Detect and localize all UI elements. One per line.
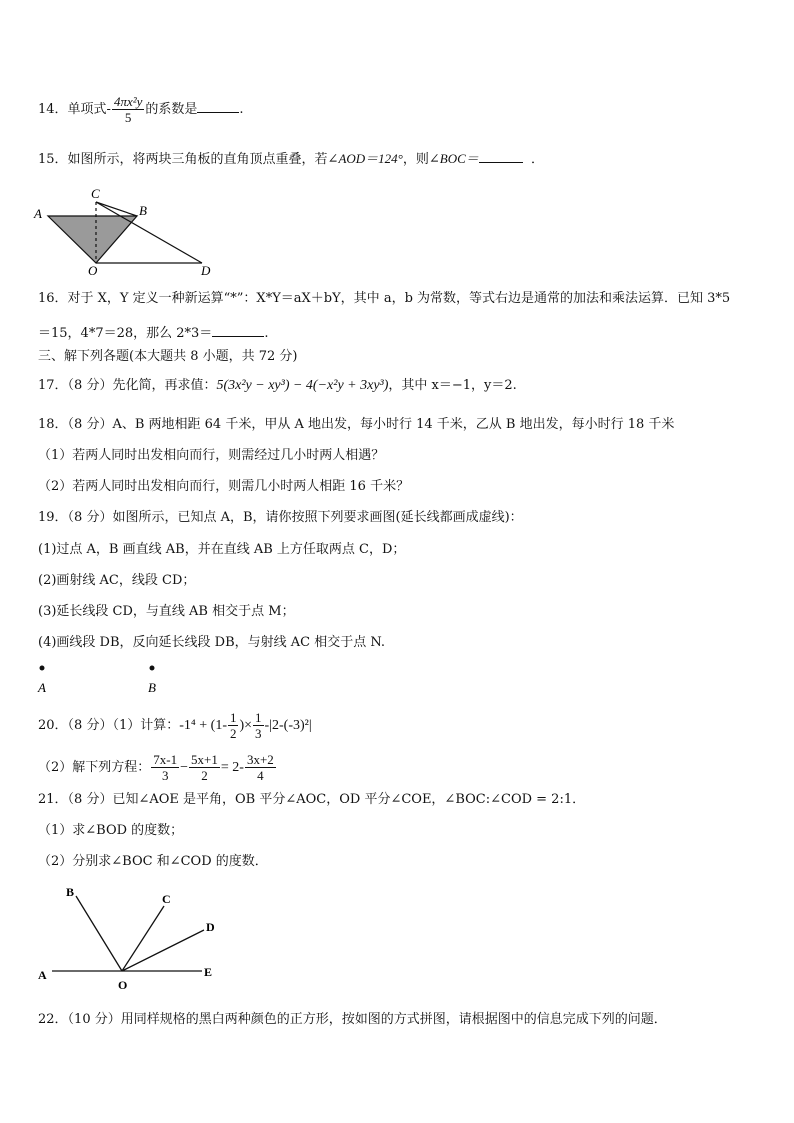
q16-answer-blank[interactable] (212, 324, 264, 337)
question-19-step4: (4)画线段 DB，反向延长线段 DB，与射线 AC 相交于点 N. (38, 635, 386, 650)
question-16-line2 (38, 324, 268, 343)
q19-point-b (150, 666, 155, 671)
q20-p2-frac3-den: 4 (257, 768, 264, 783)
question-19-step1: (1)过点 A，B 画直线 AB，并在直线 AB 上方任取两点 C，D； (38, 542, 406, 557)
q20-p1-frac2-num: 1 (255, 710, 262, 725)
q20-p1-b: )× (239, 718, 253, 733)
question-21-part2: （2）分别求∠BOC 和∠COD 的度数． (38, 854, 268, 869)
q19-label-b: B (148, 680, 156, 695)
q20-p2-eq: = 2- (220, 760, 244, 775)
q16-line2-text: ＝15，4*7＝28，那么 2*3＝ (38, 326, 213, 341)
q21-ray-oc (122, 906, 164, 971)
q15-mid: ，则 (402, 152, 429, 167)
question-16-line1: 16．对于 X，Y 定义一种新运算“*”：X*Y＝aX＋bY，其中 a，b 为常数，等式右边是通常的加法和乘法运算．已知 3*5 (38, 291, 731, 306)
question-19-step3: (3)延长线段 CD，与直线 AB 相交于点 M； (38, 604, 295, 619)
question-20-part1 (38, 710, 312, 741)
q15-label-a: A (34, 206, 42, 221)
question-14 (38, 94, 244, 125)
q14-prefix: 14．单项式- (38, 102, 111, 117)
q20-p2-frac3 (245, 752, 276, 783)
q19-label-a: A (38, 680, 46, 695)
q15-figure (30, 185, 230, 277)
q21-label-c: C (162, 892, 171, 906)
q17-prefix: 17．（8 分）先化简，再求值： (38, 378, 217, 393)
q19-point-a (40, 666, 45, 671)
q17-condition: ，其中 x＝−1，y＝2. (388, 378, 517, 393)
question-18-stem: 18．（8 分）A、B 两地相距 64 千米，甲从 A 地出发，每小时行 14 千米，乙从 B 地出发，每小时行 18 千米 (38, 417, 675, 432)
q20-p2-frac1-num: 7x-1 (153, 752, 178, 767)
q20-p2-frac2-num: 5x+1 (191, 752, 218, 767)
question-17 (38, 377, 517, 395)
q20-p1-a: -1⁴ + (1- (179, 718, 227, 733)
question-21-part1: （1）求∠BOD 的度数； (38, 823, 184, 838)
section-3-heading: 三、解下列各题(本大题共 8 小题，共 72 分) (38, 349, 298, 364)
question-22-stem: 22．（10 分）用同样规格的黑白两种颜色的正方形，按如图的方式拼图，请根据图中的信息完成下列的问题． (38, 1012, 667, 1027)
q20-p1-frac1 (228, 710, 239, 741)
q15-label-d: D (201, 263, 211, 277)
q14-answer-blank[interactable] (197, 100, 239, 113)
q14-numerator: 4πx²y (113, 94, 143, 109)
q20-p1-frac2 (253, 710, 264, 741)
q21-label-d: D (206, 920, 215, 934)
q15-answer-blank[interactable] (479, 150, 523, 163)
q15-shaded-triangle (48, 216, 137, 263)
q21-label-e: E (204, 965, 213, 979)
q20-p2-prefix: （2）解下列方程： (38, 760, 151, 775)
q15-label-b: B (139, 203, 147, 218)
q21-label-o: O (118, 978, 128, 992)
q20-p2-frac2-den: 2 (201, 768, 208, 783)
q14-fraction (112, 94, 144, 125)
q20-p2-frac2 (189, 752, 220, 783)
q15-text: 15．如图所示，将两块三角板的直角顶点重叠，若 (38, 152, 328, 167)
q20-p1-frac1-den: 2 (229, 726, 237, 741)
question-18-part2: （2）若两人同时出发相向而行，则需几小时两人相距 16 千米？ (38, 479, 410, 494)
question-19-step2: (2)画射线 AC，线段 CD； (38, 573, 196, 588)
q15-end: ． (531, 152, 545, 167)
q21-ray-od (122, 930, 204, 971)
q20-p2-minus: − (180, 760, 189, 775)
q21-figure (30, 880, 230, 995)
q20-p2-frac1-den: 3 (161, 768, 169, 783)
question-15 (38, 150, 544, 169)
q15-ask: ∠BOC＝ (428, 151, 479, 166)
question-18-part1: （1）若两人同时出发相向而行，则需经过几小时两人相遇？ (38, 448, 385, 463)
q20-p1-frac1-num: 1 (229, 710, 237, 725)
q14-suffix: 的系数是 (145, 102, 198, 117)
q16-end: . (264, 326, 269, 341)
q14-denominator: 5 (124, 110, 132, 125)
question-21-stem: 21．（8 分）已知∠AOE 是平角，OB 平分∠AOC，OD 平分∠COE，∠BOC:∠COD = 2:1． (38, 792, 586, 807)
q14-end: . (239, 102, 244, 117)
question-19-stem: 19．（8 分）如图所示，已知点 A，B，请你按照下列要求画图(延长线都画成虚线)： (38, 510, 523, 525)
q15-condition: ∠AOD＝124° (327, 151, 403, 166)
q20-p1-frac2-den: 3 (255, 726, 262, 741)
question-20-part2 (38, 752, 277, 783)
q15-label-c: C (91, 186, 100, 201)
q21-label-b: B (66, 885, 75, 899)
q21-ray-ob (76, 896, 122, 971)
q17-expression: 5(3x²y − xy³) − 4(−x²y + 3xy³) (216, 378, 389, 393)
q20-p1-c: -|2-(-3)²| (264, 718, 312, 733)
q20-p1-prefix: 20．（8 分）（1）计算： (38, 718, 180, 733)
q15-label-o: O (88, 263, 98, 277)
q19-figure (30, 660, 180, 698)
q20-p2-frac1 (151, 752, 179, 783)
q21-label-a: A (38, 968, 47, 982)
q20-p2-frac3-num: 3x+2 (246, 752, 274, 767)
